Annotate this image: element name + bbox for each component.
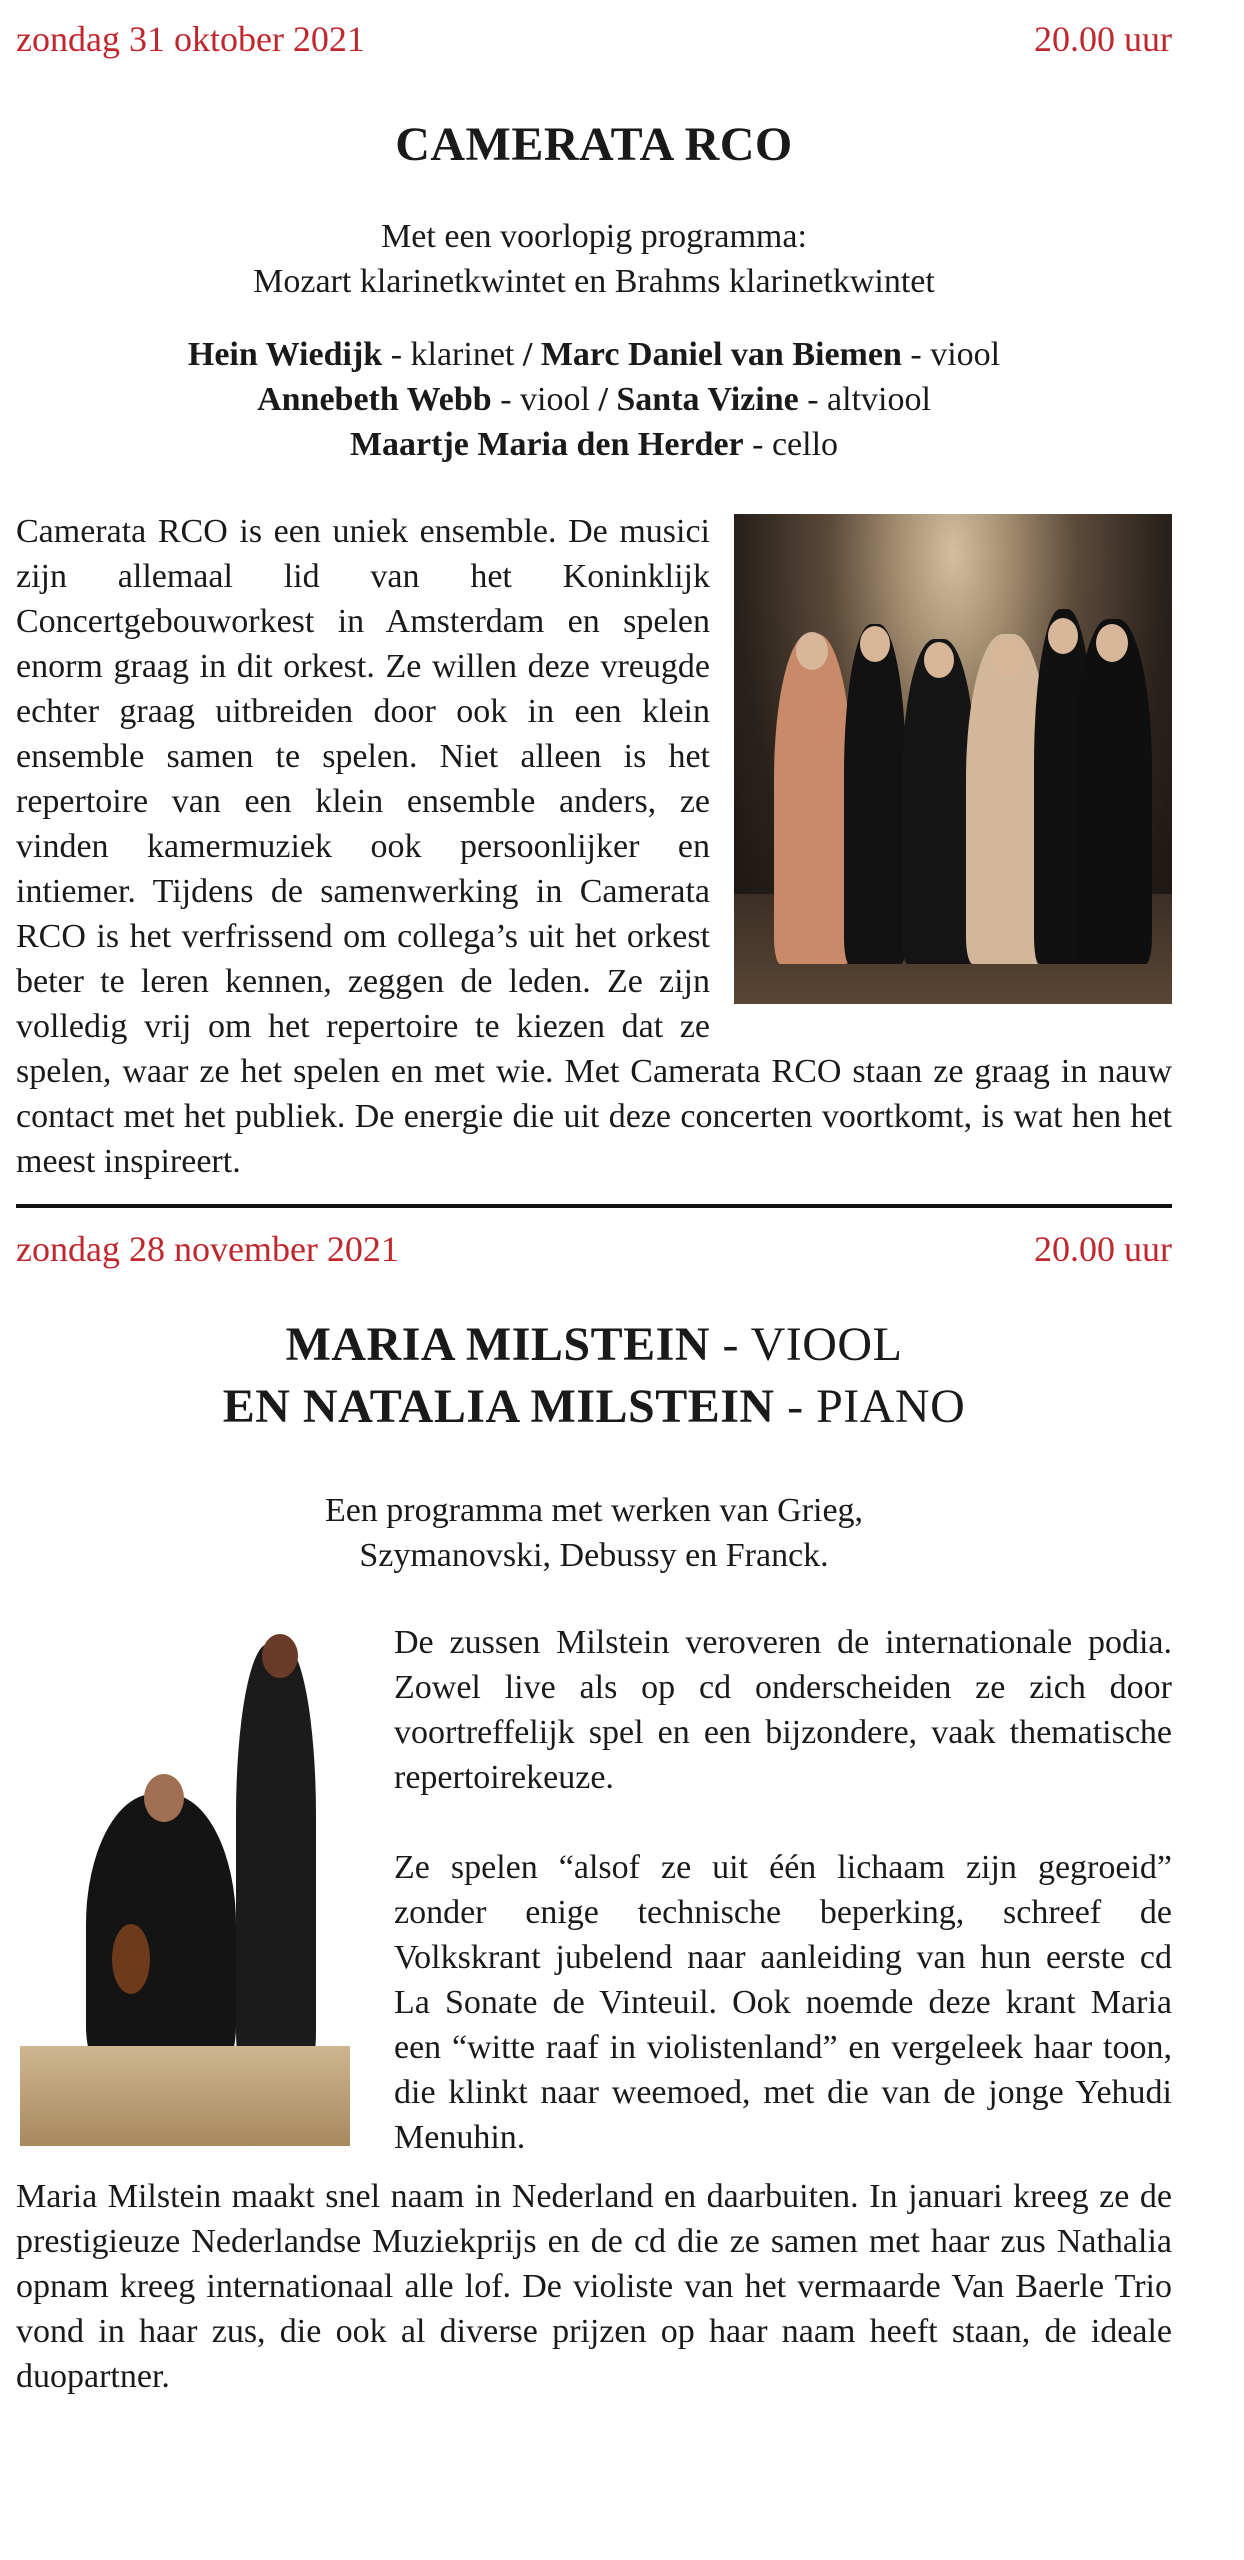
- concert-title: CAMERATA RCO: [395, 118, 793, 171]
- paragraph: De zussen Milstein veroveren de internationale podia. Zowel live als op cd onderscheiden ze zich door voortreffelijk spel en een bijzondere, vaak thematische repertoirekeuze.: [394, 1624, 1172, 1796]
- concert-body: [16, 509, 1172, 1184]
- program-line: Een programma met werken van Grieg,: [324, 1492, 864, 1529]
- duo-photo: [16, 1624, 366, 2164]
- title-bold: MARIA MILSTEIN: [285, 1318, 710, 1371]
- concert-description: Camerata RCO is een uniek ensemble. De musici zijn allemaal lid van het Koninklijk Concertgebouworkest in Amsterdam en spelen enorm graag in dit orkest. Ze willen deze vreugde echter graag uitbreiden door ook in een klein ensemble samen te spelen. Niet alleen is het repertoire van een klein ensemble anders, ze vinden kamermuziek ook persoonlijker en intiemer. Tijdens de samenwerking in Camerata RCO is het verfrissend om collega’s uit het orkest beter te leren kennen, zeggen de leden. Ze zijn volledig vrij om het repertoire te kiezen dat ze spelen, waar ze het spelen en met wie. Met Camerata RCO staan ze graag in nauw contact met het publiek. De energie die uit deze concerten voortkomt, is wat hen het meest inspireert.: [16, 513, 1172, 1180]
- program-line: Szymanovski, Debussy en Franck.: [359, 1537, 829, 1574]
- performer-role: - klarinet: [382, 336, 523, 373]
- credits-line: [16, 377, 1172, 422]
- program-line: Met een voorlopig programma:: [381, 218, 807, 255]
- program-description: [16, 214, 1172, 304]
- performer-role: - viool: [901, 336, 1001, 373]
- concert-title: [16, 1314, 1172, 1438]
- performer-name: Santa Vizine: [616, 381, 799, 418]
- paragraph: Ze spelen “alsof ze uit één lichaam zijn gegroeid” zonder enige technische beperking, schreef de Volkskrant jubelend naar aanleiding van hun eerste cd La Sonate de Vinteuil. Ook noemde deze krant Maria een “witte raaf in violistenland” en vergeleek haar toon, die klinkt naar weemoed, met die van de jonge Yehudi Menuhin.: [394, 1849, 1172, 2156]
- paragraph: Maria Milstein maakt snel naam in Nederland en daarbuiten. In januari kreeg ze de prestigieuze Nederlandse Muziekprijs en de cd die ze samen met haar zus Nathalia opnam kreeg internationaal alle lof. De violiste van het vermaarde Van Baerle Trio vond in haar zus, die ook al diverse prijzen op haar naam heeft staan, de ideale duopartner.: [16, 2178, 1172, 2395]
- concert-time: 20.00 uur: [1034, 19, 1172, 59]
- concert-camerata: [16, 0, 1172, 1184]
- page: [16, 0, 1172, 2399]
- concert-date: zondag 28 november 2021: [16, 1229, 399, 1269]
- separator: /: [522, 336, 541, 373]
- separator: /: [598, 381, 617, 418]
- program-description: [16, 1488, 1172, 1578]
- credits-line: [16, 332, 1172, 377]
- title-bold: EN NATALIA MILSTEIN: [222, 1380, 775, 1433]
- performer-credits: [16, 332, 1172, 467]
- performer-role: - viool: [491, 381, 599, 418]
- title-role: - PIANO: [774, 1380, 966, 1433]
- performer-role: - altviool: [798, 381, 931, 418]
- concert-body: [16, 1620, 1172, 2399]
- title-line: [16, 1314, 1172, 1376]
- performer-name: Marc Daniel van Biemen: [540, 336, 902, 373]
- concert-dateline: [16, 1210, 1172, 1269]
- program-line: Mozart klarinetkwintet en Brahms klarinetkwintet: [253, 263, 935, 300]
- performer-name: Annebeth Webb: [257, 381, 492, 418]
- concert-date: zondag 31 oktober 2021: [16, 19, 365, 59]
- concert-milstein: [16, 1210, 1172, 2399]
- concert-dateline: [16, 0, 1172, 59]
- performer-role: - cello: [743, 426, 839, 463]
- ensemble-photo: [734, 514, 1172, 1004]
- performer-name: Maartje Maria den Herder: [349, 426, 744, 463]
- section-divider: [16, 1204, 1172, 1208]
- title-role: - VIOOL: [709, 1318, 903, 1371]
- concert-time: 20.00 uur: [1034, 1229, 1172, 1269]
- performer-name: Hein Wiedijk: [187, 336, 383, 373]
- credits-line: [16, 422, 1172, 467]
- title-line: [16, 1376, 1172, 1438]
